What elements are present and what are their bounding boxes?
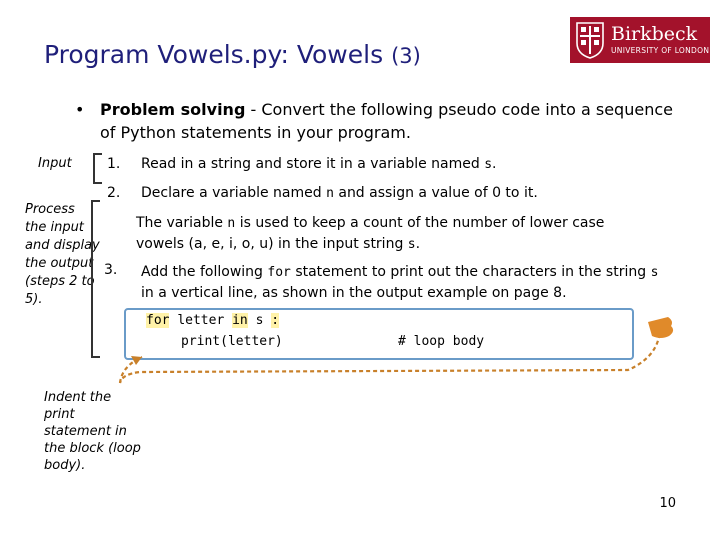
code-comment: # loop body bbox=[398, 334, 485, 349]
step1-number: 1. bbox=[107, 156, 121, 172]
step2-var: n bbox=[326, 186, 334, 201]
hand-pointer-icon bbox=[648, 317, 673, 338]
step3-body2: statement to print out the characters in the string bbox=[295, 264, 647, 280]
note-var2: s bbox=[407, 237, 416, 252]
title-text: Program Vowels.py: Vowels bbox=[44, 40, 384, 69]
code-kw-in: in bbox=[232, 313, 248, 328]
step1-var: s bbox=[484, 157, 493, 172]
step2-number: 2. bbox=[107, 185, 121, 201]
process-label: Process the input and display the output (steps 2 to 5). bbox=[25, 202, 100, 307]
code-line-2: print(letter) bbox=[181, 334, 283, 349]
code-iter: s bbox=[255, 313, 264, 328]
bullet-dot: • bbox=[75, 100, 85, 119]
step2-body2: and assign a value of 0 to it. bbox=[338, 185, 538, 201]
logo-subtitle: UNIVERSITY OF LONDON bbox=[611, 46, 710, 56]
step1-body: Read in a string and store it in a variable named bbox=[141, 156, 480, 172]
note-end: . bbox=[415, 236, 421, 252]
bullet-bold: Problem solving bbox=[100, 100, 246, 119]
page-number: 10 bbox=[659, 496, 676, 511]
title-suffix: (3) bbox=[391, 44, 421, 68]
indent-note: Indent the print statement in the block (loop body). bbox=[44, 390, 141, 473]
step3-var: s bbox=[650, 265, 659, 280]
note-var: n bbox=[227, 216, 236, 231]
code-kw-for: for bbox=[146, 313, 170, 328]
step3-code: for bbox=[267, 265, 291, 280]
step3-body1: Add the following bbox=[141, 264, 263, 280]
step3-number: 3. bbox=[104, 262, 118, 278]
note-body2: is used to keep a count of the number of lower case vowels (a, e, i, o, u) in the input string bbox=[136, 215, 605, 252]
code-loop-var: letter bbox=[177, 313, 225, 328]
bullet-body: - Convert the following pseudo code into a sequence of Python statements in your program. bbox=[100, 100, 673, 142]
code-colon: : bbox=[271, 313, 280, 328]
note-body1: The variable bbox=[136, 215, 223, 231]
step1-end: . bbox=[492, 156, 497, 172]
step3-body3: in a vertical line, as shown in the output example on page 8. bbox=[141, 285, 567, 301]
step2-body1: Declare a variable named bbox=[141, 185, 322, 201]
input-label: Input bbox=[38, 156, 72, 171]
logo-name: Birkbeck bbox=[611, 23, 698, 46]
